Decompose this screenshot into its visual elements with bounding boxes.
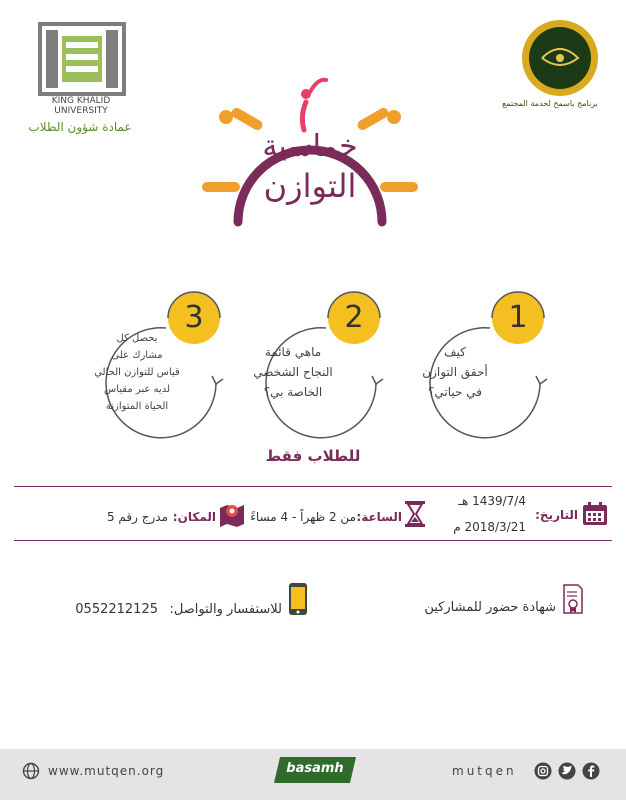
step-1-text-line: كيف [444, 345, 466, 359]
title-line-2: التوازن [263, 167, 357, 205]
twitter-icon[interactable] [558, 762, 576, 780]
certificate-text: شهادة حضور للمشاركين [424, 600, 556, 615]
step-2-text-line: النجاح الشخصي [253, 365, 333, 379]
certificate-icon [562, 584, 584, 614]
title-line-1: خماسية [262, 129, 358, 164]
social-handle[interactable]: mutqen [452, 764, 517, 778]
date-label: التاريخ: [535, 508, 578, 522]
step-3-text-line: الحياة المتوازنة [105, 401, 169, 412]
step-1-text-line: أحقق التوازن [422, 365, 488, 379]
calendar-icon [582, 502, 608, 526]
basamh-logo [272, 755, 358, 785]
instagram-icon[interactable] [534, 762, 552, 780]
step-3-text-line: قياس للتوازن الحالي [94, 367, 180, 378]
mutqen-logo [520, 18, 600, 98]
date-hijri: 1439/7/4 هـ [458, 494, 526, 508]
date-gregorian: 2018/3/21 م [453, 520, 526, 534]
contact-label: للاستفسار والتواصل: [169, 602, 282, 617]
step-1-number: 1 [508, 300, 528, 335]
mutqen-tagline: برنامج باسمح لخدمة المجتمع [502, 99, 598, 108]
time-value: من 2 ظهراً - 4 مساءً [250, 510, 356, 524]
basamh-brand: basamh [286, 761, 344, 776]
audience-label: للطلاب فقط [265, 447, 361, 465]
step-3-text-line: لديه عبر مقياس [104, 384, 170, 395]
time-label: الساعة: [356, 510, 402, 524]
divider-top [14, 486, 612, 487]
map-pin-icon [218, 500, 246, 528]
website-link[interactable]: www.mutqen.org [48, 764, 165, 778]
university-caption: KING KHALID UNIVERSITY [51, 96, 111, 116]
step-1-text-line: في حياتي؟ [428, 385, 482, 399]
facebook-icon[interactable] [582, 762, 600, 780]
globe-icon [22, 762, 40, 780]
step-2-number: 2 [344, 300, 364, 335]
step-2-text-line: ماهي قائمة [264, 345, 322, 359]
hourglass-icon [404, 500, 426, 528]
step-3-number: 3 [184, 300, 204, 335]
place-value: مدرج رقم 5 [106, 510, 168, 524]
phone-icon [288, 582, 308, 616]
step-3-text-line: يحصل كل [116, 333, 158, 344]
place-label: المكان: [172, 510, 216, 524]
step-2-text-line: الخاصة بي؟ [263, 385, 323, 399]
divider-bottom [14, 540, 612, 541]
step-3-text-line: مشارك على [111, 350, 163, 361]
contact-phone: 0552212125 [75, 602, 158, 617]
department-name: عمادة شؤون الطلاب [28, 120, 132, 134]
